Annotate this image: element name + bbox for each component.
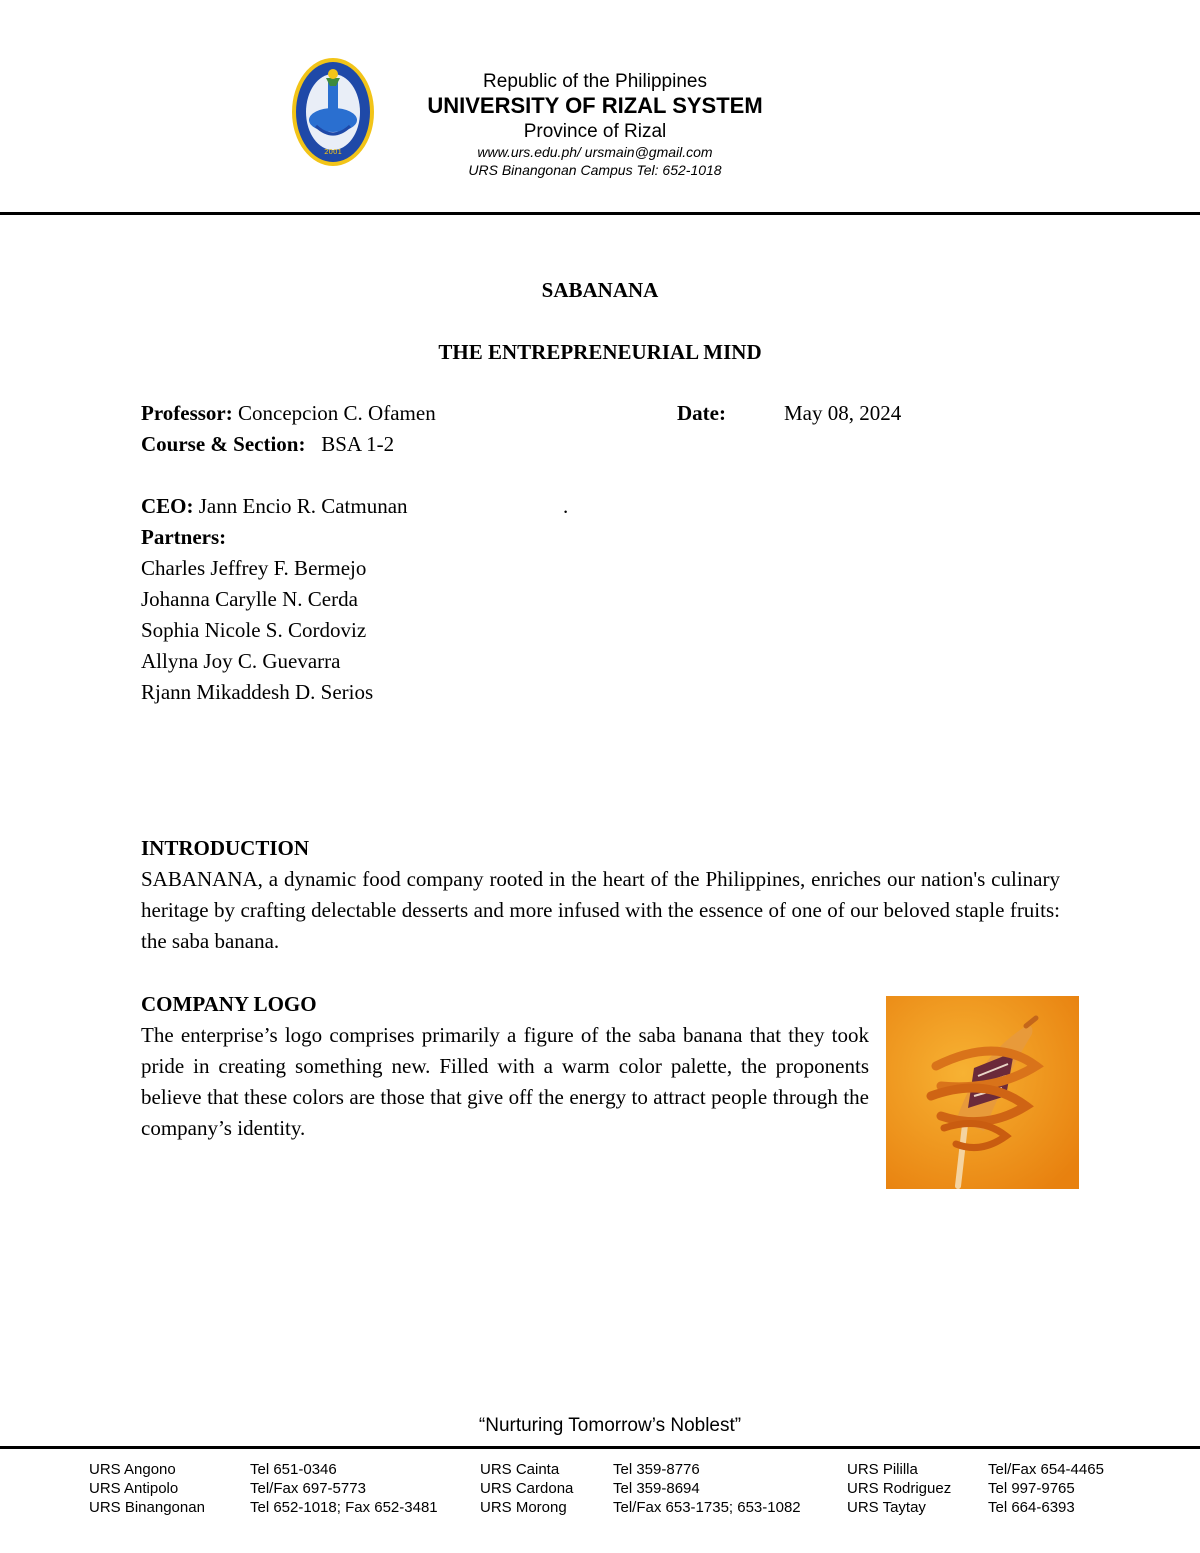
footer-campus-tel: Tel 359-8694 bbox=[613, 1480, 700, 1497]
header-province: Province of Rizal bbox=[523, 121, 667, 142]
course-value: BSA 1-2 bbox=[321, 432, 395, 456]
footer-campus-name: URS Binangonan bbox=[89, 1499, 205, 1516]
footer-campus-tel: Tel 359-8776 bbox=[613, 1461, 700, 1478]
document-title: SABANANA bbox=[541, 278, 659, 302]
header-campus-tel: URS Binangonan Campus Tel: 652-1018 bbox=[468, 162, 722, 178]
footer-campus-name: URS Taytay bbox=[847, 1499, 926, 1516]
footer-campus-tel: Tel/Fax 654-4465 bbox=[988, 1461, 1104, 1478]
ceo-name: Jann Encio R. Catmunan bbox=[198, 494, 408, 518]
svg-text:2001: 2001 bbox=[324, 148, 342, 156]
footer-campus-name: URS Cainta bbox=[480, 1461, 560, 1478]
company-logo-heading: COMPANY LOGO bbox=[141, 992, 317, 1016]
footer-campus-name: URS Morong bbox=[480, 1499, 567, 1516]
partner-name: Allyna Joy C. Guevarra bbox=[141, 649, 341, 673]
header-web-email: www.urs.edu.ph/ ursmain@gmail.com bbox=[477, 144, 713, 160]
footer-campus-name: URS Rodriguez bbox=[847, 1480, 952, 1497]
footer-campus-tel: Tel 664-6393 bbox=[988, 1499, 1075, 1516]
partner-name: Rjann Mikaddesh D. Serios bbox=[141, 680, 374, 704]
footer-campus-name: URS Pililla bbox=[847, 1461, 918, 1478]
date-label: Date: bbox=[677, 401, 726, 425]
professor-name: Concepcion C. Ofamen bbox=[238, 401, 436, 425]
professor-label: Professor: bbox=[141, 401, 233, 425]
ceo-line bbox=[141, 494, 408, 519]
company-logo-paragraph: The enterprise’s logo comprises primarily a figure of the saba banana that they took pride in creating something new. Filled with a warm color palette, the proponents believe that these colors are those that give off the energy to attract people through the company’s identity. bbox=[141, 1023, 869, 1140]
footer-campus-name: URS Cardona bbox=[480, 1480, 574, 1497]
footer-campus-tel: Tel 997-9765 bbox=[988, 1480, 1075, 1497]
footer-motto: “Nurturing Tomorrow’s Noblest” bbox=[478, 1415, 742, 1436]
footer-campus-tel: Tel/Fax 653-1735; 653-1082 bbox=[613, 1499, 801, 1516]
footer-campus-tel: Tel 652-1018; Fax 652-3481 bbox=[250, 1499, 438, 1516]
university-seal-icon bbox=[290, 56, 376, 168]
course-section-line bbox=[141, 432, 394, 457]
introduction-heading: INTRODUCTION bbox=[141, 836, 310, 860]
partner-name: Charles Jeffrey F. Bermejo bbox=[141, 556, 367, 580]
document-subtitle: THE ENTREPRENEURIAL MIND bbox=[438, 340, 762, 364]
introduction-paragraph: SABANANA, a dynamic food company rooted in the heart of the Philippines, enriches our nation's culinary heritage by crafting delectable desserts and more infused with the essence of one of our beloved staple fruits: the saba banana. bbox=[141, 867, 1060, 953]
partners-label: Partners: bbox=[141, 525, 227, 549]
footer-campus-name: URS Antipolo bbox=[89, 1480, 179, 1497]
partner-name: Johanna Carylle N. Cerda bbox=[141, 587, 358, 611]
header-republic: Republic of the Philippines bbox=[483, 71, 707, 92]
date-value: May 08, 2024 bbox=[784, 401, 902, 425]
footer-campus-tel: Tel/Fax 697-5773 bbox=[250, 1480, 366, 1497]
ceo-trailing-dot: . bbox=[563, 494, 569, 518]
header-university-name: UNIVERSITY OF RIZAL SYSTEM bbox=[427, 93, 763, 118]
partner-name: Sophia Nicole S. Cordoviz bbox=[141, 618, 367, 642]
footer-campus-name: URS Angono bbox=[89, 1461, 176, 1478]
course-label: Course & Section: bbox=[141, 432, 306, 456]
footer-campus-tel: Tel 651-0346 bbox=[250, 1461, 337, 1478]
footer-divider bbox=[0, 1446, 1200, 1449]
header-divider bbox=[0, 212, 1200, 215]
sabanana-logo-icon bbox=[886, 996, 1079, 1189]
ceo-label: CEO: bbox=[141, 494, 194, 518]
professor-line bbox=[141, 401, 436, 426]
